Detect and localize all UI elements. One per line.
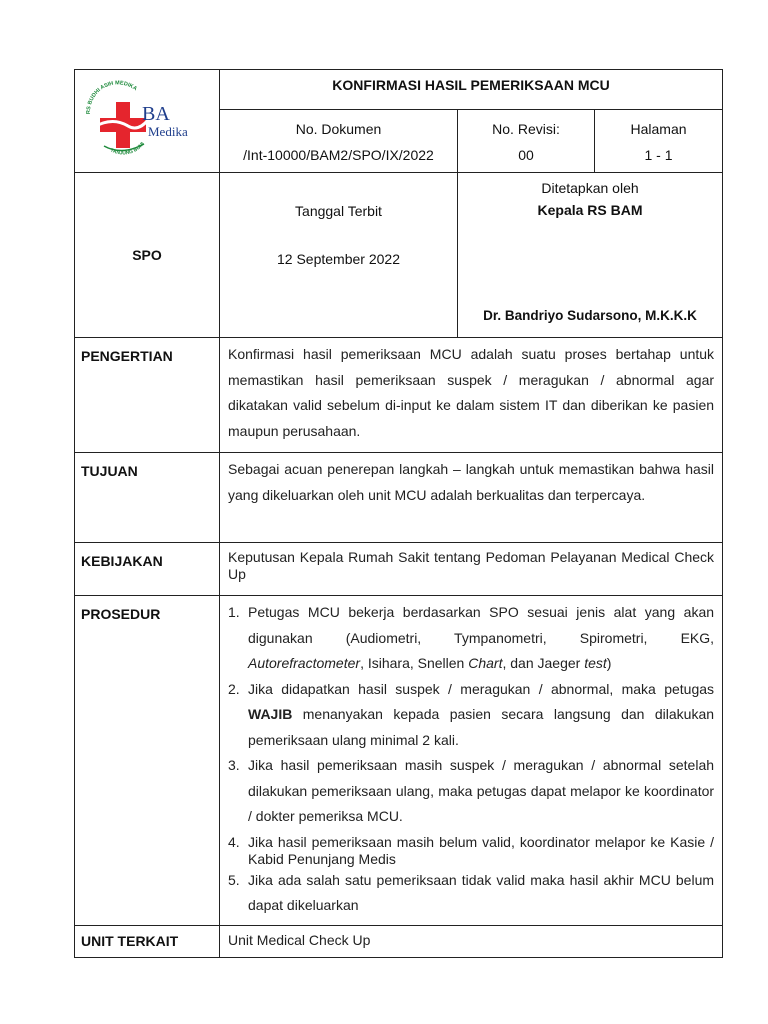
pengertian-label: PENGERTIAN — [75, 338, 220, 453]
issue-date-cell — [220, 173, 458, 338]
document-title: KONFIRMASI HASIL PEMERIKSAAN MCU — [220, 70, 723, 110]
prosedur-label: PROSEDUR — [75, 596, 220, 926]
approver-role: Kepala RS BAM — [537, 202, 643, 218]
spo-label: SPO — [75, 173, 220, 338]
document-number-label: No. Dokumen — [295, 121, 382, 137]
prosedur-steps — [220, 596, 723, 926]
issue-date-value: 12 September 2022 — [277, 251, 400, 267]
issue-date-label: Tanggal Terbit — [295, 203, 382, 219]
approved-by-cell — [458, 173, 723, 338]
wajib-emphasis: WAJIB — [248, 706, 293, 722]
procedure-step: 4. Jika hasil pemeriksaan masih belum valid, koordinator melapor ke Kasie / Kabid Penunjang Medis — [228, 833, 715, 867]
procedure-step: 1. Petugas MCU bekerja berdasarkan SPO sesuai jenis alat yang akan digunakan (Audiometri, Tympanometri, Spirometri, EKG, Autorefractometer, Isihara, Snellen Chart, dan Jaeger test) — [228, 604, 715, 671]
page-label: Halaman — [630, 121, 687, 137]
pengertian-text: Konfirmasi hasil pemeriksaan MCU adalah suatu proses bertahap untuk memastikan hasil pemeriksaan suspek / meragukan / abnormal agar dikatakan valid sebelum di-input ke dalam sistem IT dan diberikan ke pasien maupun perusahaan. — [220, 338, 723, 453]
document-number-cell — [220, 110, 458, 173]
procedure-step: 3. Jika hasil pemeriksaan masih suspek / meragukan / abnormal setelah dilakukan pemeriksaan ulang, maka petugas dapat melapor ke koordinator / dokter pemeriksa MCU. — [228, 757, 715, 824]
page-cell — [595, 110, 723, 173]
page-value: 1 - 1 — [644, 147, 673, 163]
logo-brand-sub: Medika — [148, 124, 188, 139]
spo-document-table — [74, 69, 723, 958]
unit-terkait-text: Unit Medical Check Up — [220, 925, 723, 957]
revision-label: No. Revisi: — [492, 121, 560, 137]
hospital-logo — [82, 76, 212, 166]
kebijakan-label: KEBIJAKAN — [75, 543, 220, 596]
revision-cell — [458, 110, 595, 173]
approved-by-label: Ditetapkan oleh — [541, 180, 639, 196]
tujuan-text: Sebagai acuan penerepan langkah – langkah untuk memastikan bahwa hasil yang dikeluarkan oleh unit MCU adalah berkualitas dan terpercaya. — [220, 453, 723, 543]
approver-name: Dr. Bandriyo Sudarsono, M.K.K.K — [483, 308, 697, 323]
logo-cross-icon — [82, 76, 212, 166]
unit-terkait-label: UNIT TERKAIT — [75, 925, 220, 957]
tujuan-label: TUJUAN — [75, 453, 220, 543]
kebijakan-text: Keputusan Kepala Rumah Sakit tentang Pedoman Pelayanan Medical Check Up — [220, 543, 723, 596]
logo-arc-text: RS BUDHI ASIH MEDIKA — [85, 80, 138, 115]
logo-bottom-text: TANJUNG BUMI — [109, 141, 146, 157]
revision-value: 00 — [518, 147, 534, 163]
procedure-step: 5. Jika ada salah satu pemeriksaan tidak valid maka hasil akhir MCU belum dapat dikeluarkan — [228, 871, 715, 913]
logo-brand-main: BA — [142, 103, 170, 125]
hospital-logo-cell — [75, 70, 220, 173]
procedure-step: 2. Jika didapatkan hasil suspek / meragukan / abnormal, maka petugas WAJIB menanyakan kepada pasien secara langsung dan dilakukan pemeriksaan ulang minimal 2 kali. — [228, 680, 715, 748]
svg-text:RS BUDHI ASIH MEDIKA — [86, 80, 138, 114]
document-number-value: /Int-10000/BAM2/SPO/IX/2022 — [243, 147, 434, 163]
